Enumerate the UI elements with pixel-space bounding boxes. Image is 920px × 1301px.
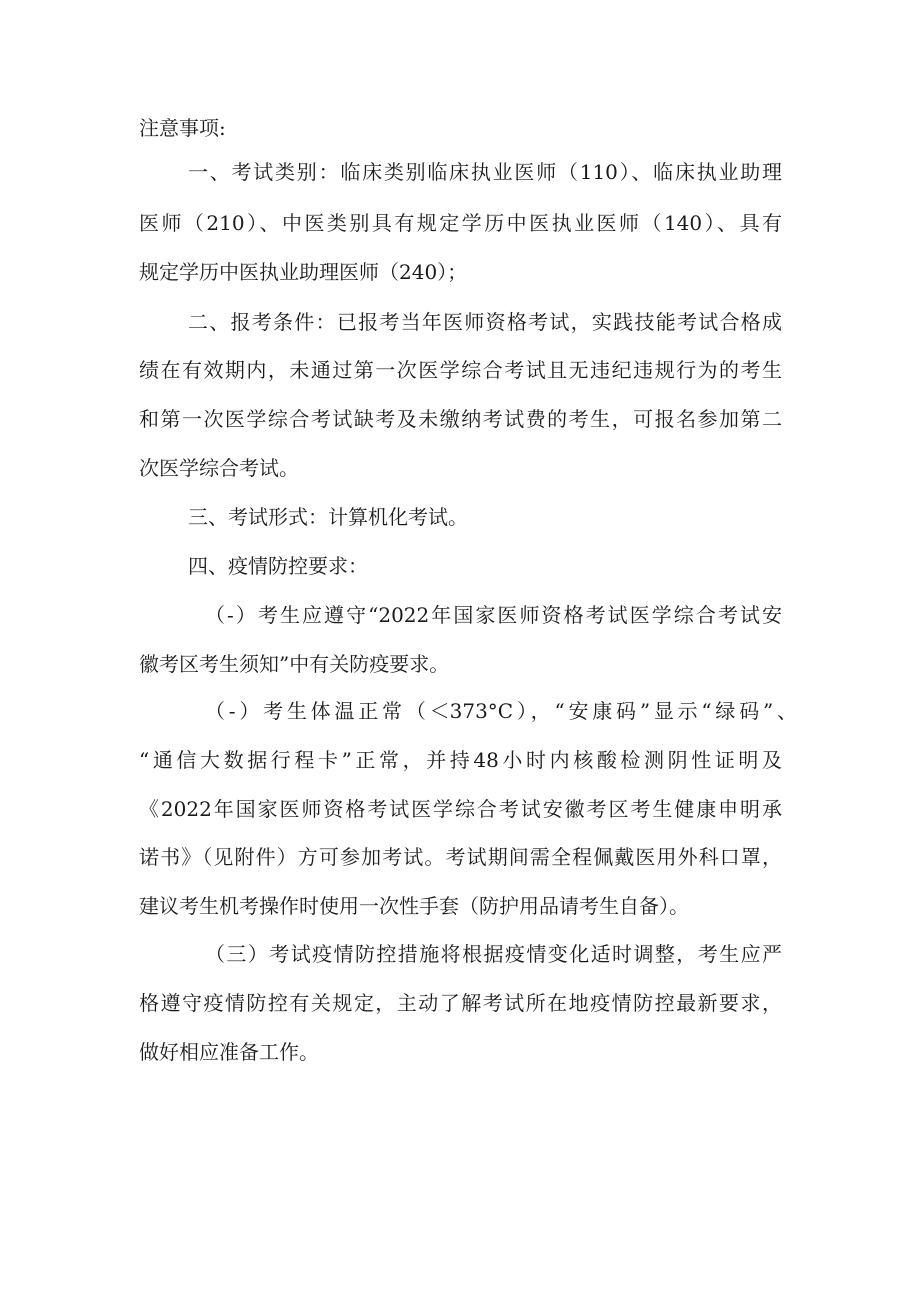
paragraph-line: 格遵守疫情防控有关规定，主动了解考试所在地疫情防控最新要求， (139, 991, 782, 1015)
paragraph-line: 二、报考条件：已报考当年医师资格考试，实践技能考试合格成 (188, 310, 782, 334)
paragraph-line: 徽考区考生须知”中有关防疫要求。 (139, 652, 450, 676)
paragraph-line: 规定学历中医执业助理医师（240）； (139, 260, 468, 284)
paragraph-line: 和第一次医学综合考试缺考及未缴纳考试费的考生，可报名参加第二 (139, 407, 782, 431)
paragraph-line: 建议考生机考操作时使用一次性手套（防护用品请考生自备）。 (139, 894, 689, 918)
paragraph-line: 三、考试形式：计算机化考试。 (188, 505, 468, 529)
paragraph-line: 次医学综合考试。 (139, 456, 299, 480)
paragraph-line: 《2022年国家医师资格考试医学综合考试安徽考区考生健康申明承 (139, 797, 782, 821)
paragraph-line: 一、考试类别：临床类别临床执业医师（110）、临床执业助理 (188, 160, 782, 184)
paragraph-line: 绩在有效期内，未通过第一次医学综合考试且无违纪违规行为的考生 (139, 358, 782, 382)
paragraph-line: （-）考生应遵守“2022年国家医师资格考试医学综合考试安 (205, 603, 782, 627)
paragraph-line: “通信大数据行程卡”正常，并持48小时内核酸检测阴性证明及 (139, 748, 782, 772)
paragraph-line: 做好相应准备工作。 (139, 1040, 319, 1064)
paragraph-line: （三）考试疫情防控措施将根据疫情变化适时调整，考生应严 (205, 942, 782, 966)
paragraph-line: 医师（210）、中医类别具有规定学历中医执业医师（140）、具有 (139, 211, 782, 235)
paragraph-line: 四、疫情防控要求： (188, 554, 368, 578)
notice-heading: 注意事项: (139, 116, 226, 140)
paragraph-line: （-）考生体温正常（＜373°C），“安康码”显示“绿码”、 (205, 699, 797, 723)
paragraph-line: 诺书》（见附件）方可参加考试。考试期间需全程佩戴医用外科口罩， (139, 845, 782, 869)
